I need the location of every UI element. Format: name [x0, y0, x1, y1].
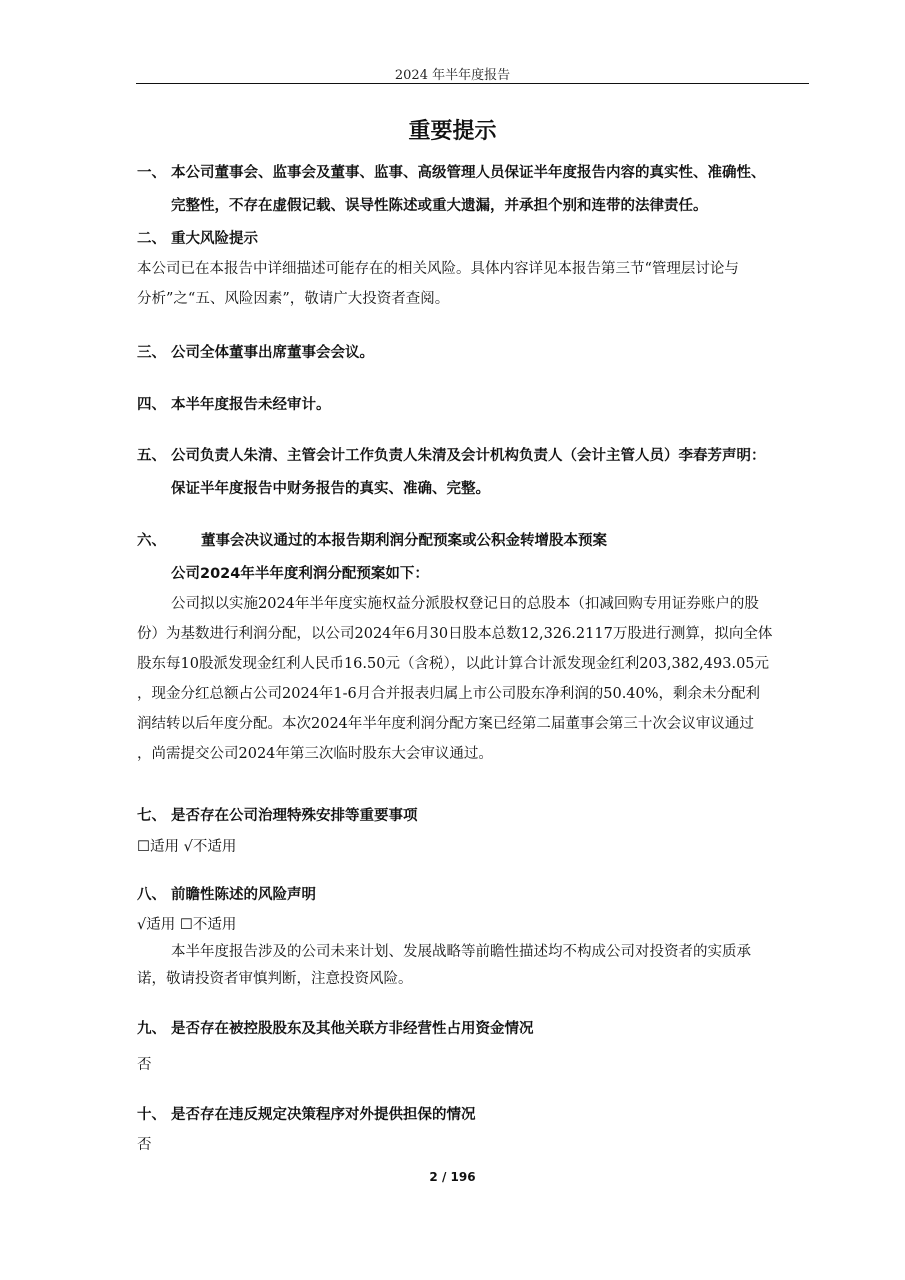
section-title: 本半年度报告未经审计。 — [171, 397, 331, 413]
section-title: 重大风险提示 — [171, 231, 258, 247]
page-title: 重要提示 — [408, 119, 497, 144]
section-6-body-1: 公司拟以实施2024年半年度实施权益分派股权登记日的总股本（扣减回购专用证券账户的股 — [171, 596, 759, 612]
section-line: 本公司董事会、监事会及董事、监事、高级管理人员保证半年度报告内容的真实性、准确性、 — [171, 165, 766, 181]
section-title: 是否存在违反规定决策程序对外提供担保的情况 — [171, 1107, 476, 1123]
section-6-subtitle: 公司2024年半年度利润分配预案如下： — [171, 566, 429, 582]
section-number: 二、 — [137, 231, 166, 247]
section-8-body-2: 诺，敬请投资者审慎判断，注意投资风险。 — [137, 971, 413, 987]
section-number: 九、 — [137, 1021, 166, 1037]
section-9 — [137, 1019, 809, 1039]
section-6-body-4: ，现金分红总额占公司2024年1-6月合并报表归属上市公司股东净利润的50.40%，剩余未分配利 — [137, 686, 761, 702]
section-2-body-2: 分析”之“五、风险因素”，敬请广大投资者查阅。 — [137, 291, 450, 307]
section-1-line-2: 完整性，不存在虚假记载、误导性陈述或重大遗漏，并承担个别和连带的法律责任。 — [171, 198, 708, 214]
section-6 — [137, 531, 809, 551]
section-title: 是否存在被控股股东及其他关联方非经营性占用资金情况 — [171, 1021, 534, 1037]
section-5 — [137, 446, 809, 466]
section-5-line-2: 保证半年度报告中财务报告的真实、准确、完整。 — [171, 481, 490, 497]
section-number: 八、 — [137, 887, 166, 903]
section-1 — [137, 163, 809, 183]
section-number: 十、 — [137, 1107, 166, 1123]
section-number: 六、 — [137, 533, 166, 549]
section-title: 是否存在公司治理特殊安排等重要事项 — [171, 808, 418, 824]
header-divider — [136, 83, 809, 84]
section-number: 四、 — [137, 397, 166, 413]
section-10-answer: 否 — [137, 1137, 152, 1153]
section-number: 七、 — [137, 808, 166, 824]
section-8-body-1: 本半年度报告涉及的公司未来计划、发展战略等前瞻性描述均不构成公司对投资者的实质承 — [171, 944, 751, 960]
section-number: 一、 — [137, 165, 166, 181]
section-3 — [137, 343, 809, 363]
section-6-body-5: 润结转以后年度分配。本次2024年半年度利润分配方案已经第二届董事会第三十次会议审议通过 — [137, 716, 754, 732]
section-number: 三、 — [137, 345, 166, 361]
section-6-body-2: 份）为基数进行利润分配，以公司2024年6月30日股本总数12,326.2117万股进行测算，拟向全体 — [137, 626, 773, 642]
section-7 — [137, 806, 809, 826]
section-2-body-1: 本公司已在本报告中详细描述可能存在的相关风险。具体内容详见本报告第三节“管理层讨论与 — [137, 261, 739, 277]
section-line: 公司负责人朱清、主管会计工作负责人朱清及会计机构负责人（会计主管人员）李春芳声明： — [171, 448, 766, 464]
section-number: 五、 — [137, 448, 166, 464]
section-10 — [137, 1105, 809, 1125]
section-9-answer: 否 — [137, 1057, 152, 1073]
section-6-body-6: ，尚需提交公司2024年第三次临时股东大会审议通过。 — [137, 746, 493, 762]
section-7-options: ☐适用 √不适用 — [137, 839, 237, 855]
section-4 — [137, 395, 809, 415]
section-title: 董事会决议通过的本报告期利润分配预案或公积金转增股本预案 — [201, 533, 607, 549]
header-title: 2024 年半年度报告 — [394, 68, 511, 83]
section-6-body-3: 股东每10股派发现金红利人民币16.50元（含税），以此计算合计派发现金红利203,382,493.05元 — [137, 656, 770, 672]
section-8-options: √适用 ☐不适用 — [137, 917, 237, 933]
section-title: 公司全体董事出席董事会会议。 — [171, 345, 374, 361]
section-2 — [137, 229, 809, 249]
section-8 — [137, 885, 809, 905]
page-number: 2 / 196 — [429, 1170, 476, 1184]
section-title: 前瞻性陈述的风险声明 — [171, 887, 316, 903]
